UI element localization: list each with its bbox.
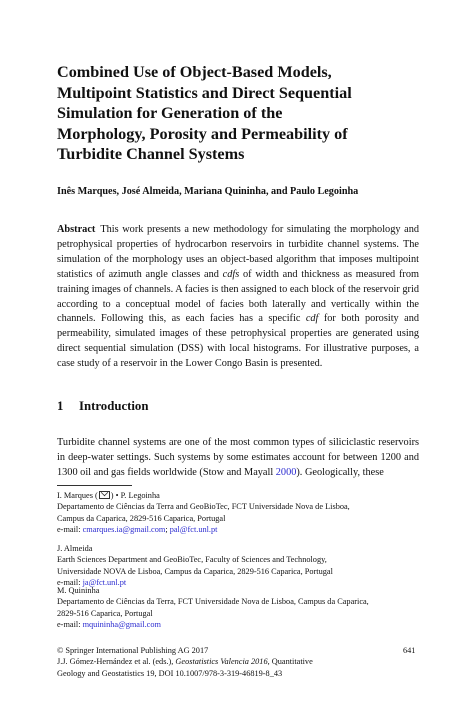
affiliation-line: Universidade NOVA de Lisboa, Campus da Caparica, 2829-516 Caparica, Portugal (57, 566, 333, 576)
email-link[interactable]: cmarques.ia@gmail.com (82, 525, 166, 535)
copyright-line: © Springer International Publishing AG 2017 (57, 646, 209, 655)
email-link[interactable]: pal@fct.unl.pt (169, 525, 218, 535)
affiliation-names (57, 490, 437, 501)
abstract-italic-term: cdfs (222, 268, 240, 280)
abstract-text: for both porosity and permeability, simulated images of these petrophysical properties are generated using direct sequential simulation (DSS) with local histograms. For illustrative purposes, a case study of a reservoir in the Lower Congo Basin is presented. (57, 313, 419, 370)
citation-text: , Quantitative (267, 657, 313, 667)
email-label: e-mail: (57, 525, 83, 535)
envelope-icon (99, 491, 110, 499)
email-link[interactable]: ja@fct.unl.pt (82, 578, 127, 588)
affiliation-email (57, 619, 437, 630)
title-line: Multipoint Statistics and Direct Sequential (57, 83, 352, 102)
footnote-divider (57, 485, 132, 486)
intro-text: Turbidite channel systems are one of the most common types of siliciclastic reservoirs in deep-water settings. Such systems by some estimates account for between 1200 and 1300 oil and gas fields worldwide (Stow and Mayall (57, 437, 419, 478)
citation-link[interactable]: 2000 (275, 466, 297, 478)
title-line: Morphology, Porosity and Permeability of (57, 124, 348, 143)
section-number: 1 (57, 399, 64, 413)
author-name: J. Almeida (57, 544, 93, 553)
email-label: e-mail: (57, 578, 83, 588)
intro-text: ). Geologically, these (296, 466, 384, 478)
citation-text: J.J. Gómez-Hernández et al. (eds.), (57, 657, 176, 667)
title-line: Combined Use of Object-Based Models, (57, 63, 332, 81)
email-label: e-mail: (57, 620, 83, 630)
publication-info (57, 645, 419, 679)
abstract-label: Abstract (57, 224, 96, 235)
page-number: 641 (403, 646, 416, 655)
book-title: Geostatistics Valencia 2016 (175, 657, 268, 667)
author-name: I. Marques ( (57, 491, 98, 500)
affiliation-line: Campus da Caparica, 2829-516 Caparica, Portugal (57, 513, 226, 523)
section-title: Introduction (79, 399, 149, 413)
email-link[interactable]: mquininha@gmail.com (82, 620, 161, 630)
section-heading (57, 398, 148, 414)
author-list: Inês Marques, José Almeida, Mariana Quininha, and Paulo Legoinha (57, 186, 359, 197)
doi-line: Geology and Geostatistics 19, DOI 10.1007/978-3-319-46819-8_43 (57, 668, 283, 678)
title-line: Simulation for Generation of the (57, 104, 283, 122)
abstract-text: of width and thickness as measured from training images of channels. A facies is then assigned to each block of the reservoir grid according to a conceptual model of facies both laterally and vertically within the channels. Following this, as each facies has a specific (57, 268, 419, 325)
author-name: ) • P. Legoinha (110, 491, 160, 500)
affiliation-line: Departamento de Ciências da Terra and GeoBioTec, FCT Universidade Nova de Lisboa, (57, 502, 350, 512)
abstract-text: This work presents a new methodology for simulating the morphology and petrophysical properties of hydrocarbon reservoirs in turbidite channel systems. The simulation of the morphology uses an object-based algorithm that imposes multipoint statistics of azimuth angle classes and (57, 224, 419, 280)
affiliation-line: 2829-516 Caparica, Portugal (57, 608, 153, 618)
affiliation-line: Earth Sciences Department and GeoBioTec, Faculty of Sciences and Technology, (57, 555, 327, 565)
affiliation-footnote (57, 585, 437, 631)
title-line: Turbidite Channel Systems (57, 145, 245, 163)
email-separator: ; (165, 525, 170, 535)
affiliation-email (57, 524, 437, 535)
affiliation-footnote (57, 543, 437, 589)
citation-line (57, 656, 419, 667)
intro-paragraph (57, 436, 419, 481)
author-name: M. Quininha (57, 586, 100, 595)
abstract-italic-term: cdf (305, 313, 319, 325)
affiliation-line: Departamento de Ciências da Terra, FCT Universidade Nova de Lisboa, Campus da Caparica, (57, 597, 369, 607)
affiliation-footnote (57, 490, 437, 536)
paper-title (57, 62, 437, 165)
abstract (57, 223, 419, 372)
